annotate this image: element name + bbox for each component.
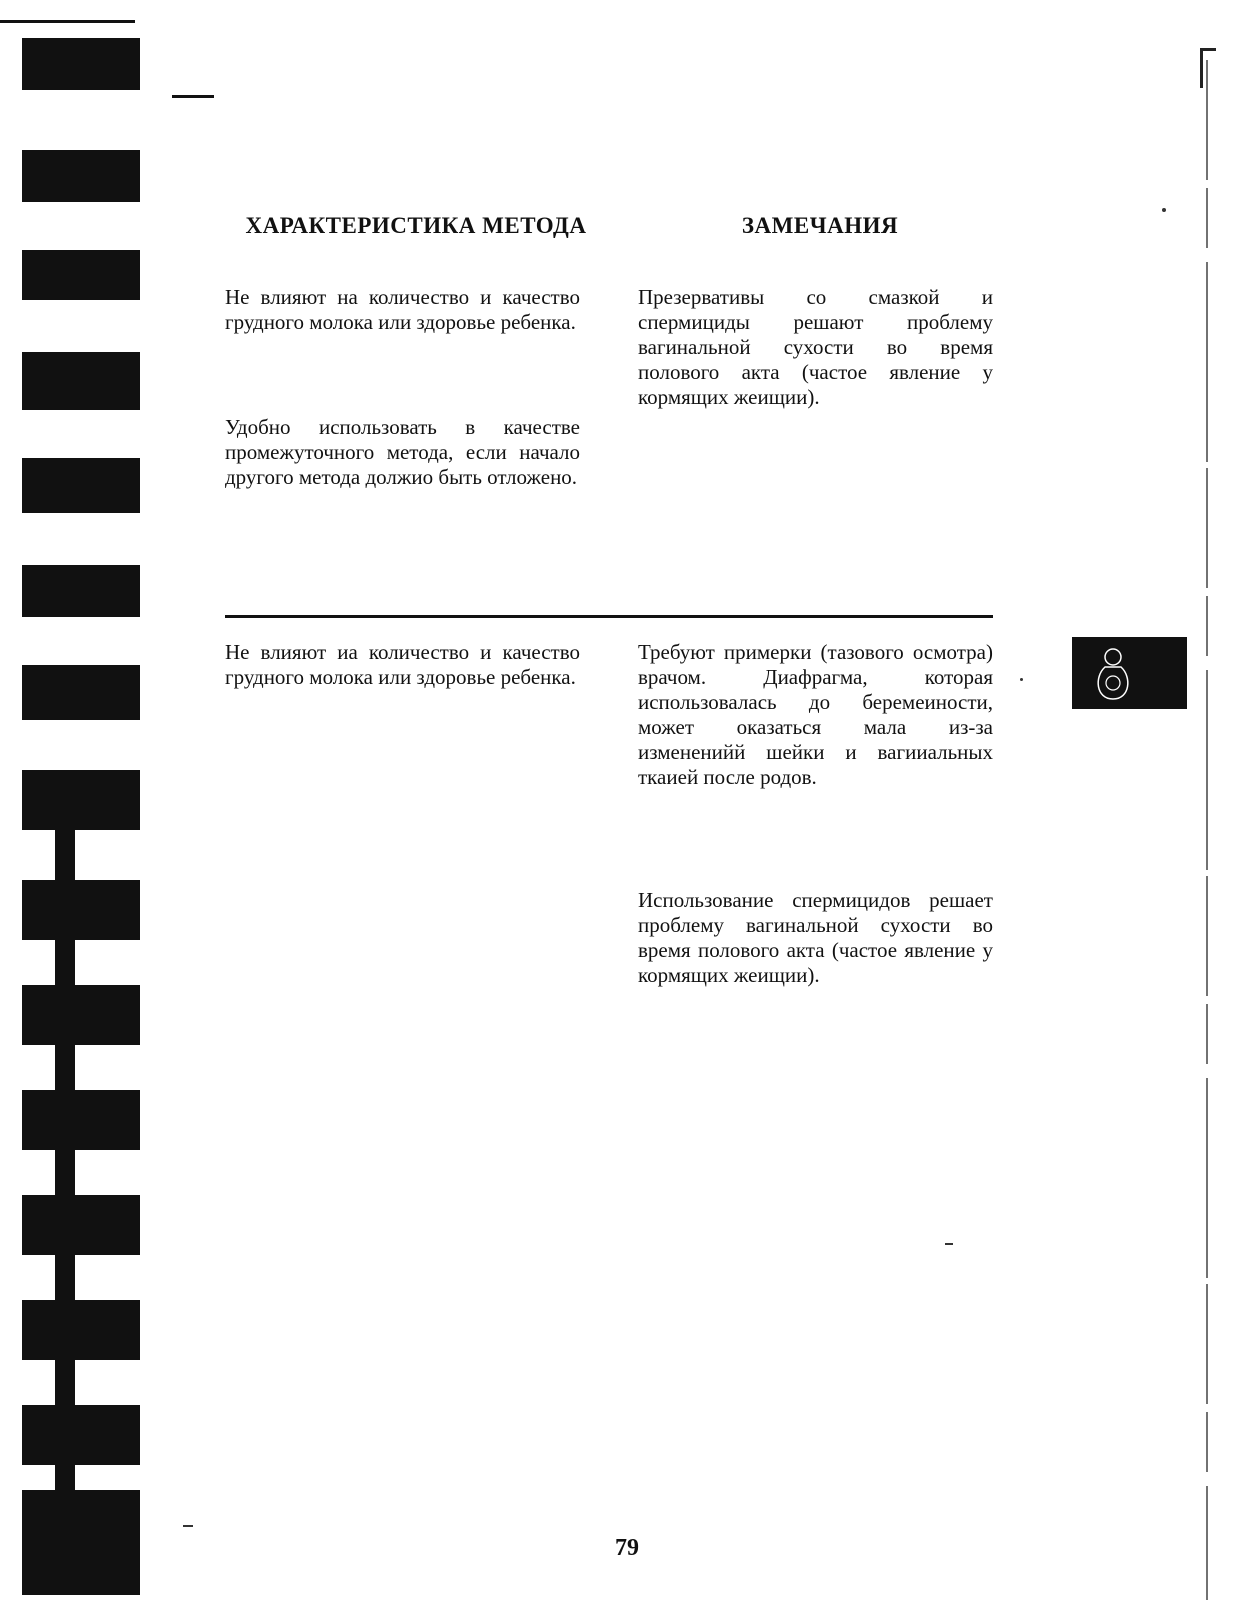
spiral-binding bbox=[0, 0, 150, 1601]
scan-speck bbox=[1162, 208, 1166, 212]
section2-right-paragraph-1: Требуют примерки (тазового осмотра) врачом. Диафрагма, которая использовалась до беремеиности, может оказаться мала из-за измененийй шейки и вагииальных ткаией после родов. bbox=[638, 640, 993, 789]
page-number: 79 bbox=[615, 1535, 639, 1561]
section2-right-paragraph-2: Использование спермицидов решает проблему вагинальной сухости во время полового акта (частое явление у кормящих жеищии). bbox=[638, 888, 993, 987]
section-divider bbox=[225, 615, 993, 618]
column-header-remarks: ЗАМЕЧАНИЯ bbox=[741, 213, 899, 238]
section1-left-paragraph-1: Не влияют на количество и качество грудного молока или здоровье ребенка. bbox=[225, 285, 580, 334]
column-header-method: ХАРАКТЕРИСТИКА МЕТОДА bbox=[245, 213, 587, 238]
scan-speck bbox=[945, 1243, 953, 1245]
section-thumb-tab bbox=[1072, 637, 1187, 709]
scan-edge-line bbox=[1205, 60, 1209, 1600]
section1-right-paragraph-1: Презервативы со смазкой и спермициды решают проблему вагинальной сухости во время полового акта (частое явление у кормящих жеищии). bbox=[638, 285, 993, 409]
mother-child-icon bbox=[1072, 637, 1187, 709]
scan-speck bbox=[1020, 678, 1023, 681]
section1-left-paragraph-2: Удобно использовать в качестве промежуточного метода, если начало другого метода должио быть отложено. bbox=[225, 415, 580, 489]
scan-speck bbox=[183, 1525, 193, 1527]
scan-mark bbox=[1200, 48, 1203, 88]
section2-left-paragraph-1: Не влияют иа количество и качество грудного молока или здоровье ребенка. bbox=[225, 640, 580, 689]
scan-mark bbox=[172, 95, 214, 98]
